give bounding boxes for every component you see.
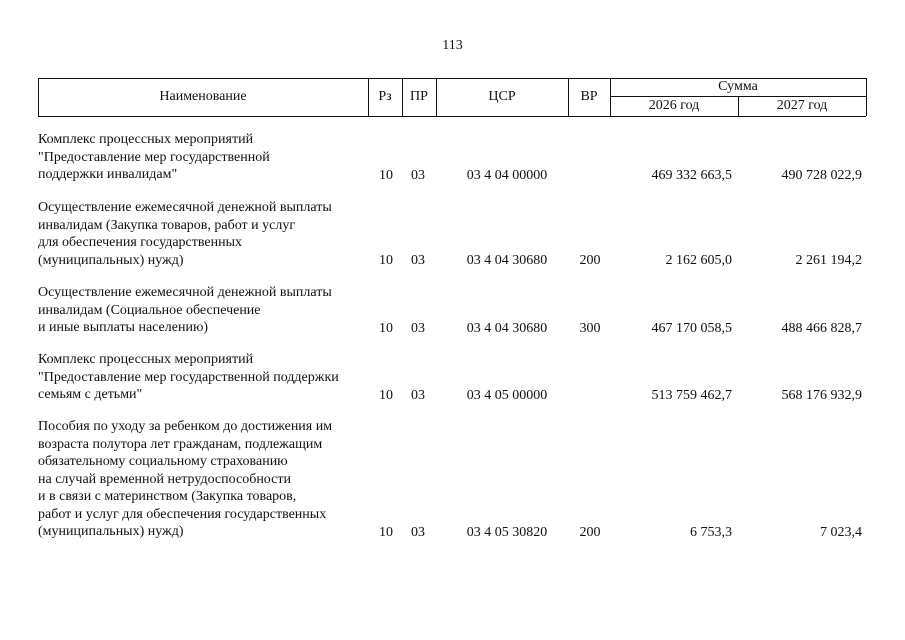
row-csr: 03 4 04 00000 [466, 167, 548, 183]
header-year-2026: 2026 год [648, 98, 700, 113]
sum-divider [610, 96, 866, 97]
row-csr: 03 4 04 30680 [466, 252, 548, 268]
row-pr: 03 [411, 387, 425, 403]
row-name: Комплекс процессных мероприятий "Предоставление мер государственной поддержки инвалидам" [38, 132, 270, 182]
row-sum-2027: 568 176 932,9 [781, 387, 862, 403]
row-vr: 200 [579, 252, 601, 268]
row-sum-2027: 490 728 022,9 [781, 167, 862, 183]
row-csr: 03 4 04 30680 [466, 320, 548, 336]
table-row [38, 351, 866, 404]
row-sum-2027: 2 261 194,2 [795, 252, 862, 268]
header-name: Наименование [159, 89, 247, 104]
row-rz: 10 [379, 167, 393, 183]
row-sum-2026: 467 170 058,5 [651, 320, 732, 336]
table-row [38, 284, 866, 337]
row-name: Осуществление ежемесячной денежной выплаты инвалидам (Закупка товаров, работ и услуг для обеспечения государственных (муниципальных) нужд) [38, 200, 332, 268]
row-pr: 03 [411, 167, 425, 183]
row-csr: 03 4 05 30820 [466, 524, 548, 540]
header-pr: ПР [410, 89, 428, 104]
row-name: Осуществление ежемесячной денежной выплаты инвалидам (Социальное обеспечение и иные выплаты населению) [38, 285, 332, 335]
table-row [38, 418, 866, 541]
table-row [38, 131, 866, 184]
header-bottom-border [38, 116, 866, 117]
row-rz: 10 [379, 387, 393, 403]
header-right-border [866, 78, 867, 116]
row-pr: 03 [411, 320, 425, 336]
row-name: Комплекс процессных мероприятий "Предоставление мер государственной поддержки семьям с детьми" [38, 352, 339, 402]
header-csr: ЦСР [488, 89, 516, 104]
row-vr: 300 [579, 320, 601, 336]
table-row [38, 199, 866, 269]
row-csr: 03 4 05 00000 [466, 387, 548, 403]
row-sum-2027: 7 023,4 [820, 524, 862, 540]
row-sum-2027: 488 466 828,7 [781, 320, 862, 336]
header-vr: ВР [580, 89, 598, 104]
header-year-2027: 2027 год [776, 98, 828, 113]
row-pr: 03 [411, 252, 425, 268]
row-sum-2026: 513 759 462,7 [651, 387, 732, 403]
header-sum: Сумма [718, 79, 758, 94]
row-name: Пособия по уходу за ребенком до достижения им возраста полутора лет гражданам, подлежащим обязательному социальному страхованию на случай временной нетрудоспособности и в связи с материнством (Закупка товаров, работ и услуг для обеспечения государственных (муниципальных) нужд) [38, 419, 333, 539]
table-header [38, 78, 866, 116]
header-rz: Рз [378, 89, 392, 104]
row-sum-2026: 469 332 663,5 [651, 167, 732, 183]
row-vr: 200 [579, 524, 601, 540]
row-rz: 10 [379, 252, 393, 268]
row-rz: 10 [379, 524, 393, 540]
page-number: 113 [442, 38, 463, 53]
row-pr: 03 [411, 524, 425, 540]
row-sum-2026: 6 753,3 [690, 524, 732, 540]
row-sum-2026: 2 162 605,0 [665, 252, 732, 268]
row-rz: 10 [379, 320, 393, 336]
